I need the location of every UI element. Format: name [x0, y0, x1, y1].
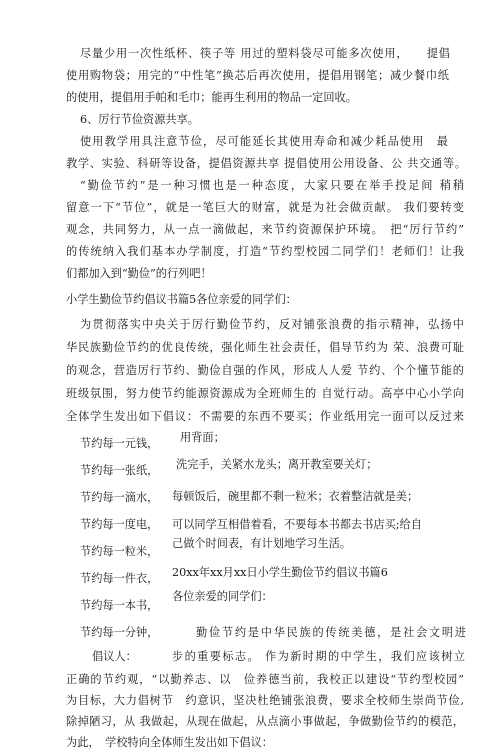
- slogan-line: 节约每一件衣，: [80, 572, 159, 585]
- text-line: 每顿饭后，碗里都不剩一粒米；衣着整洁就是美；: [172, 490, 419, 503]
- text-line: 为贯彻落实中央关于厉行勤俭节约，反对铺张浪费的指示精神，弘扬中: [80, 318, 464, 331]
- text-line: 的传统纳入我们基本办学制度，打造“节约型校园二同学们！老师们！让我: [66, 245, 464, 258]
- text-line: 全体学生发出如下倡议：不需要的东西不要买；作业纸用完一面可以反过来: [66, 410, 464, 423]
- article-heading: 小学生勤俭节约倡议书篇5各位亲爱的同学们：: [66, 293, 297, 306]
- slogan-line: 节约每一度电，: [80, 518, 159, 531]
- section-heading: 6、厉行节俭资源共享。: [80, 113, 199, 126]
- text-line: 可以同学互相借着看，不要每本书都去书店买;给自: [172, 518, 422, 531]
- text-line: 为此， 学校特向全体师生发出如下倡议：: [66, 736, 273, 749]
- text-line: 的使用，提倡用手帕和毛巾；能再生利用的物品一定回收。: [66, 91, 357, 104]
- text-line: 观念，共同努力，从一点一滴做起，来节约资源保护环境。 把“厉行节约”: [66, 223, 464, 236]
- slogan-line: 节约每一滴水，: [80, 491, 159, 504]
- text-line: 正确的节约观，“以勤养志、以 俭养德当前，我校正以建设“节约型校园”: [66, 673, 464, 686]
- text-line: 的观念，营造厉行节约、勤俭自强的作风，形成人人爱 节约、个个懂节能的: [66, 364, 464, 377]
- text-line: 己做个时间表，有计划地学习生活。: [172, 537, 352, 550]
- text-line: 洗完手，关紧水龙头；离开教室要关灯；: [176, 458, 378, 471]
- slogan-line: 节约每一粒米，: [80, 545, 159, 558]
- slogan-line: 节约每一分钟，: [80, 626, 159, 639]
- text-line: 华民族勤俭节约的优良传统，强化师生社会责任，倡导节约为 荣、浪费可耻: [66, 341, 464, 354]
- text-line: 除掉陋习，从 我做起，从现在做起，从点滴小事做起，争做勤俭节约的模范，: [66, 715, 464, 728]
- text-line: 教学、实验、科研等设备，提倡资源共享 提倡使用公用设备、公 共交通等。: [66, 157, 466, 170]
- text-line: 勤俭节约是中华民族的传统美德，是社会文明进: [196, 626, 466, 639]
- proposer-label: 倡议人：: [92, 650, 137, 663]
- text-line: 留意一下“节位”，就是一笔巨大的财富，就是为社会做贡献。 我们要转变: [66, 201, 464, 214]
- slogan-line: 节约每一本书，: [80, 599, 159, 612]
- text-line: “勤俭节约”是一种习惯也是一种态度，大家只要在举手投足间 稍稍: [80, 179, 464, 192]
- text-line: 班级氛围，努力使节约能源资源成为全班师生的 自觉行动。高亭中心小学向: [66, 387, 464, 400]
- slogan-line: 节约每一元钱，: [80, 437, 159, 450]
- text-line: 步的重要标志。 作为新时期的中学生，我们应该树立: [172, 650, 465, 663]
- text-line: 为目标，大力倡树节 约意识，坚决杜绝铺张浪费，要求全校师生崇尚节俭,: [66, 694, 464, 707]
- text-line: 们都加入到“勤俭”的行列吧！: [66, 267, 212, 280]
- text-line: 用背面；: [180, 431, 225, 444]
- text-line: 尽量少用一次性纸杯、筷子等 用过的塑料袋尽可能多次使用， 提倡: [80, 47, 450, 60]
- text-line: 使用购物袋；用完的“中性笔”换芯后再次使用，提倡用钢笔；减少餐巾纸: [66, 69, 449, 82]
- article-heading: 20xx年xx月xx日小学生勤俭节约倡议书篇6: [172, 566, 388, 579]
- slogan-line: 节约每一张纸，: [80, 464, 159, 477]
- greeting: 各位亲爱的同学们：: [172, 590, 273, 603]
- text-line: 使用教学用具注意节俭，尽可能延长其使用寿命和减少耗品使用 最: [80, 135, 448, 148]
